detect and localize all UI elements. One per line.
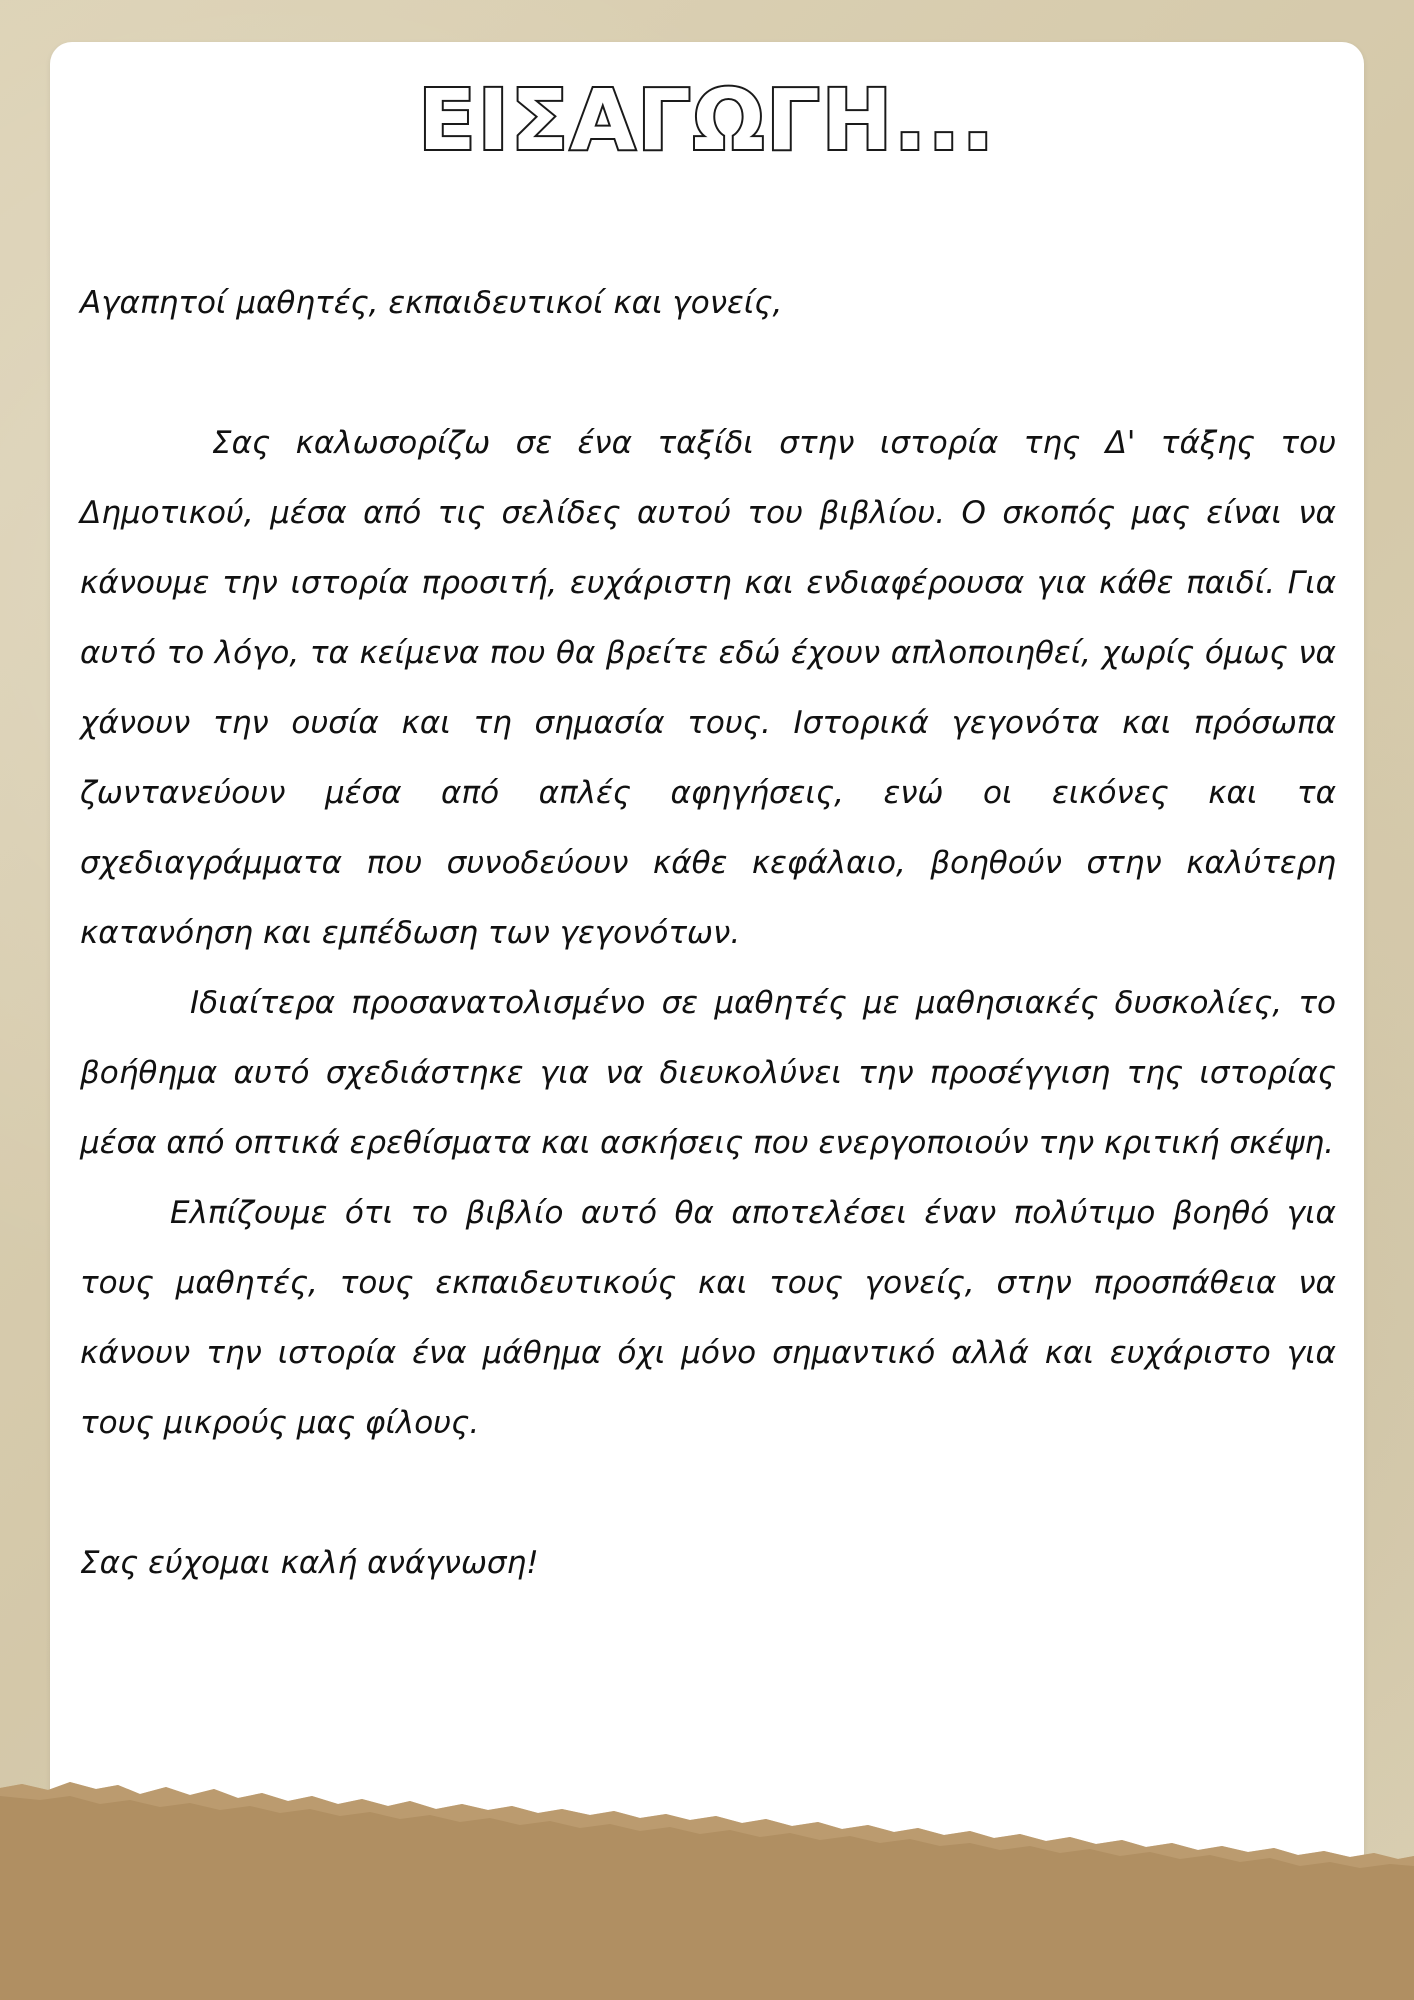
page-title: ΕΙΣΑΓΩΓΗ... [418,71,996,169]
closing-line: Σας εύχομαι καλή ανάγνωση! [80,1545,539,1581]
paragraph-intro: Σας καλωσορίζω σε ένα ταξίδι στην ιστορία της Δ' τάξης του Δημοτικού, μέσα από τις σελίδες αυτού του βιβλίου. Ο σκοπός μας είναι να κάνουμε την ιστορία προσιτή, ευχάριστη και ενδιαφέρουσα για κάθε παιδί. Για αυτό το λόγο, τα κείμενα που θα βρείτε εδώ έχουν απλοποιηθεί, χωρίς όμως να χάνουν την ουσία και τη σημασία τους. Ιστορικά γεγονότα και πρόσωπα ζωντανεύουν μέσα από απλές αφηγήσεις, ενώ οι εικόνες και τα σχεδιαγράμματα που συνοδεύουν κάθε κεφάλαιο, βοηθούν στην καλύτερη κατανόηση και εμπέδωση των γεγονότων. [80,425,1336,951]
document-body [80,268,1336,1598]
greeting: Αγαπητοί μαθητές, εκπαιδευτικοί και γονείς, [80,285,783,321]
blank-line [80,1458,1336,1528]
paragraph-learning-difficulties: Ιδιαίτερα προσανατολισμένο σε μαθητές με μαθησιακές δυσκολίες, το βοήθημα αυτό σχεδιάστηκε για να διευκολύνει την προσέγγιση της ιστορίας μέσα από οπτικά ερεθίσματα και ασκήσεις που ενεργοποιούν την κριτική σκέψη. [80,985,1336,1161]
torn-paper-shape [0,1782,1414,2000]
torn-paper-edge [0,1760,1414,2000]
paragraph-hope: Ελπίζουμε ότι το βιβλίο αυτό θα αποτελέσει έναν πολύτιμο βοηθό για τους μαθητές, τους εκπαιδευτικούς και τους γονείς, στην προσπάθεια να κάνουν την ιστορία ένα μάθημα όχι μόνο σημαντικό αλλά και ευχάριστο για τους μικρούς μας φίλους. [80,1195,1336,1441]
title-container [0,71,1414,169]
blank-line [80,338,1336,408]
